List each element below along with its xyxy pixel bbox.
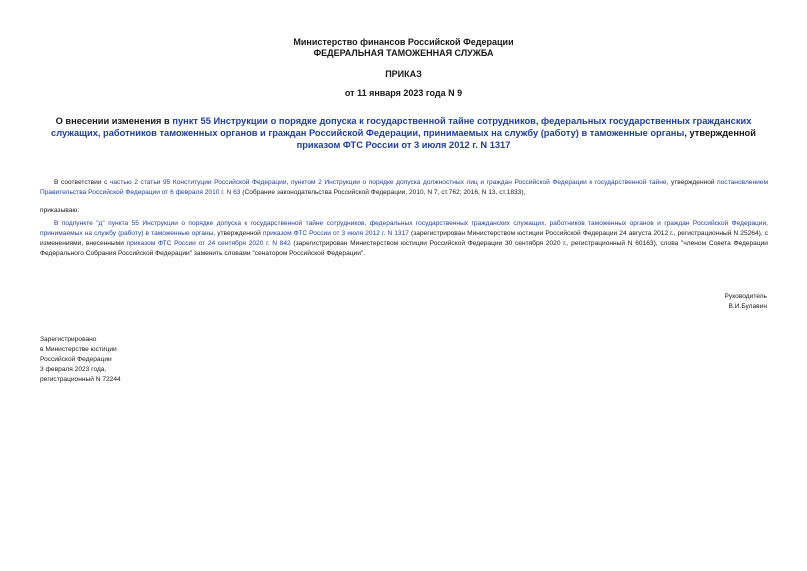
link-order-1317[interactable]: приказом ФТС России от 3 июля 2012 г. N 1317 xyxy=(262,230,409,237)
document-date-number: от 11 января 2023 года N 9 xyxy=(344,88,463,98)
amendment-text-1: , утвержденной xyxy=(213,230,263,237)
registration-line: Российской Федерации xyxy=(40,356,112,363)
registration-line: 3 февраля 2023 года, xyxy=(40,366,107,373)
title-text-2: , утвержденной xyxy=(684,128,756,138)
title-link-order-1317[interactable]: приказом ФТС России от 3 июля 2012 г. N 1317 xyxy=(296,140,511,150)
order-word: приказываю: xyxy=(40,207,80,214)
preamble-text-4: (Собрание законодательства Российской Федерации, 2010, N 7, ст.762; 2016, N 13, ст.1833), xyxy=(240,189,526,196)
registration-line: регистрационный N 72244 xyxy=(40,376,121,383)
link-government-resolution[interactable]: постановлением Правительства Российской Федерации от 6 февраля 2010 г. N 63 xyxy=(40,179,769,196)
ministry-name: Министерство финансов Российской Федерации xyxy=(293,37,514,47)
registration-line: Зарегистрировано xyxy=(40,336,97,343)
signature-block xyxy=(725,292,767,312)
preamble-paragraph xyxy=(40,178,768,198)
document-title xyxy=(40,115,767,151)
signature-position: Руководитель xyxy=(724,293,767,300)
registration-line: в Министерстве юстиции xyxy=(40,346,117,353)
link-subpoint-d[interactable]: В подпункте "д" пункта 55 Инструкции о порядке допуска к государственной тайне сотрудников, федеральных государственных гражданских служащих, работников таможенных органов и граждан Российской Федерации, принимаемых на службу (работу) в таможенные органы xyxy=(40,220,768,237)
link-order-842[interactable]: приказом ФТС России от 24 сентября 2020 г. N 842 xyxy=(126,240,291,247)
title-link-instruction[interactable]: пункт 55 Инструкции о порядке допуска к государственной тайне сотрудников, федеральных государственных гражданских служащих, работников таможенных органов и граждан Российской Федерации, принимаемых на службу (работу) в таможенные органы xyxy=(51,116,752,138)
preamble-text-2: , xyxy=(286,179,291,186)
link-instruction-point-2[interactable]: пунктом 2 Инструкции о порядке допуска должностных лиц и граждан Российской Федерации к государственной тайне xyxy=(290,179,667,186)
preamble-text-3: , утвержденной xyxy=(666,179,718,186)
service-name: ФЕДЕРАЛЬНАЯ ТАМОЖЕННАЯ СЛУЖБА xyxy=(313,48,494,58)
amendment-paragraph xyxy=(40,219,768,259)
title-text-1: О внесении изменения в xyxy=(55,116,173,126)
link-constitution[interactable]: частью 2 статьи 95 Конституции Российской Федерации xyxy=(109,179,287,186)
registration-block xyxy=(40,335,121,385)
amendment-text-2: (зарегистрирован Министерством юстиции Российской Федерации 24 августа 2012 г., регистрационный N 25264), с изменениями, внесенными xyxy=(40,230,768,247)
preamble-text-1: В соответствии с xyxy=(54,179,110,186)
signature-name: В.И.Булавин xyxy=(728,303,767,310)
amendment-text-3: (зарегистрирован Министерством юстиции Российской Федерации 30 сентября 2020 г., регистрационный N 60163), слова "членом Совета Федерации Федерального Собрания Российской Федерации" заменить словами "сенатором Российской Федерации". xyxy=(40,240,768,257)
document-type: ПРИКАЗ xyxy=(385,69,422,79)
